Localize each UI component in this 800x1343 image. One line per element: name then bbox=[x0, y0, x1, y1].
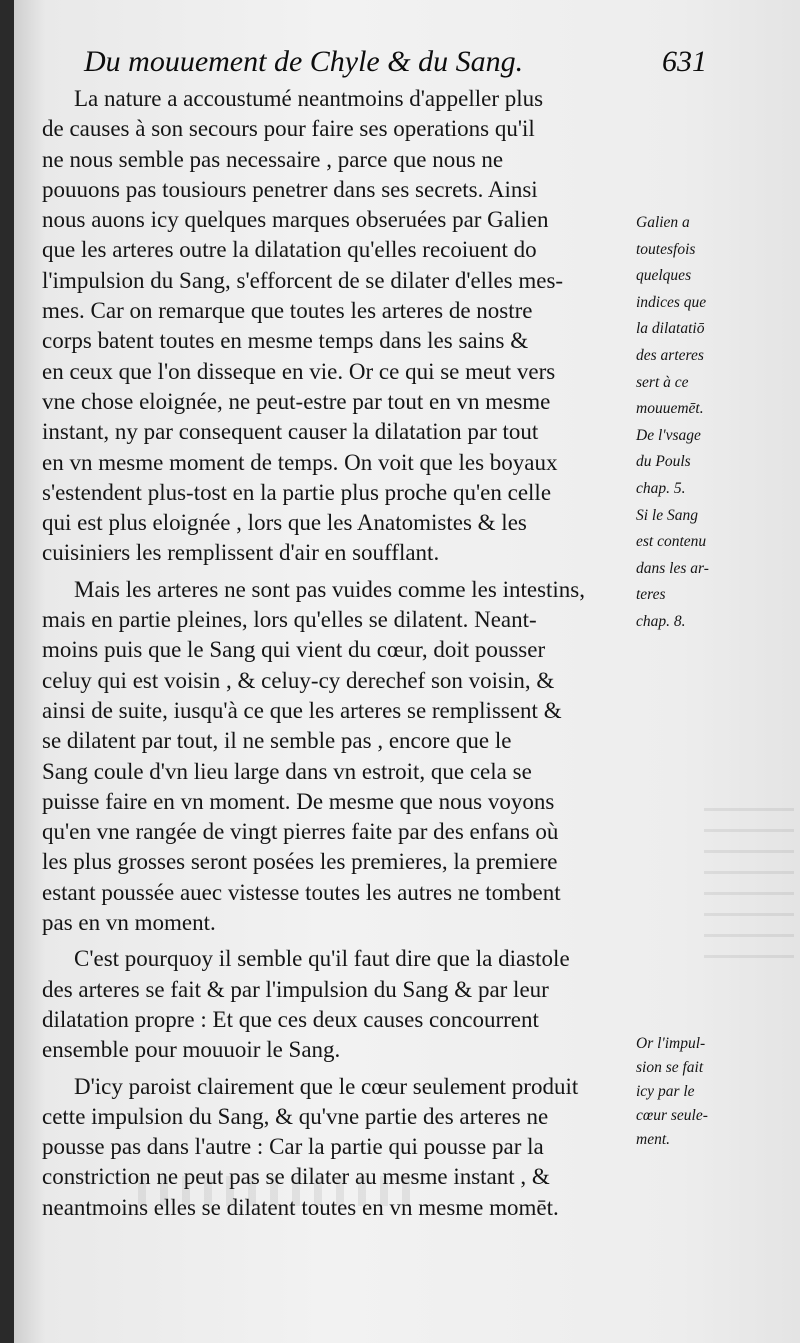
text-line: les plus grosses seront posées les premieres, la premiere bbox=[42, 849, 558, 875]
note-line: du Pouls bbox=[636, 453, 691, 471]
text-line: de causes à son secours pour faire ses operations qu'il bbox=[42, 116, 535, 142]
text-line: ne nous semble pas necessaire , parce que nous ne bbox=[42, 146, 504, 172]
note-line: sert à ce bbox=[636, 373, 689, 391]
text-line: que les arteres outre la dilatation qu'elles recoiuent do bbox=[42, 237, 537, 263]
show-through-marks bbox=[124, 1176, 424, 1206]
note-line: De l'vsage bbox=[636, 426, 701, 444]
text-line: corps batent toutes en mesme temps dans les sains & bbox=[42, 328, 529, 354]
text-line: moins puis que le Sang qui vient du cœur, doit pousser bbox=[42, 637, 546, 663]
text-line: en ceux que l'on disseque en vie. Or ce qui se meut vers bbox=[42, 358, 556, 384]
paragraph-1 bbox=[42, 84, 644, 569]
note-line: chap. 8. bbox=[636, 612, 686, 630]
book-page bbox=[14, 0, 800, 1343]
text-line: s'estendent plus-tost en la partie plus proche qu'en celle bbox=[42, 479, 552, 505]
text-line: des arteres se fait & par l'impulsion du Sang & par leur bbox=[42, 976, 549, 1002]
note-line: dans les ar- bbox=[636, 559, 709, 577]
note-line: Or l'impul- bbox=[636, 1035, 706, 1052]
note-line: teres bbox=[636, 586, 666, 604]
text-line: en vn mesme moment de temps. On voit que les boyaux bbox=[42, 449, 558, 475]
text-line: nous auons icy quelques marques obseruées par Galien bbox=[42, 207, 549, 233]
text-line: qu'en vne rangée de vingt pierres faite par des enfans où bbox=[42, 819, 559, 845]
note-line: toutesfois bbox=[636, 240, 696, 258]
text-line: dilatation propre : Et que ces deux causes concourrent bbox=[42, 1006, 539, 1032]
text-line: instant, ny par consequent causer la dilatation par tout bbox=[42, 419, 539, 445]
margin-note-galien bbox=[636, 210, 786, 636]
text-line: neantmoins elles se dilatent toutes en vn mesme momēt. bbox=[42, 1194, 559, 1220]
text-line: celuy qui est voisin , & celuy-cy derechef son voisin, & bbox=[42, 667, 555, 693]
note-line: icy par le bbox=[636, 1083, 695, 1100]
main-text bbox=[42, 84, 644, 1223]
text-line: cuisiniers les remplissent d'air en soufflant. bbox=[42, 540, 440, 566]
text-line: pouuons pas tousiours penetrer dans ses secrets. Ainsi bbox=[42, 176, 538, 202]
paragraph-2 bbox=[42, 575, 644, 939]
show-through-marks bbox=[704, 790, 794, 970]
text-line: mais en partie pleines, lors qu'elles se dilatent. Neant- bbox=[42, 607, 537, 633]
note-line: la dilatatiō bbox=[636, 320, 705, 338]
text-line: l'impulsion du Sang, s'efforcent de se dilater d'elles mes- bbox=[42, 267, 564, 293]
note-line: ment. bbox=[636, 1131, 671, 1148]
text-line: D'icy paroist clairement que le cœur seulement produit bbox=[74, 1073, 579, 1099]
text-line: puisse faire en vn moment. De mesme que nous voyons bbox=[42, 788, 555, 814]
note-line: des arteres bbox=[636, 346, 704, 364]
running-title: Du mouuement de Chyle & du Sang. bbox=[84, 45, 524, 78]
text-line: La nature a accoustumé neantmoins d'appeller plus bbox=[74, 86, 544, 111]
text-line: cette impulsion du Sang, & qu'vne partie des arteres ne bbox=[42, 1103, 549, 1129]
text-line: se dilatent par tout, il ne semble pas , encore que le bbox=[42, 728, 512, 754]
note-line: Galien a bbox=[636, 214, 690, 231]
note-line: sion se fait bbox=[636, 1059, 704, 1076]
text-line: ensemble pour mouuoir le Sang. bbox=[42, 1037, 341, 1063]
text-line: Mais les arteres ne sont pas vuides comme les intestins, bbox=[74, 576, 586, 602]
text-line: qui est plus eloignée , lors que les Anatomistes & les bbox=[42, 510, 527, 536]
note-line: est contenu bbox=[636, 533, 707, 551]
note-line: mouuemēt. bbox=[636, 400, 704, 418]
note-line: indices que bbox=[636, 293, 707, 311]
text-line: constriction ne peut pas se dilater au mesme instant , & bbox=[42, 1164, 550, 1190]
text-line: Sang coule d'vn lieu large dans vn estroit, que cela se bbox=[42, 758, 532, 784]
text-line: pas en vn moment. bbox=[42, 910, 216, 936]
text-line: vne chose eloignée, ne peut-estre par tout en vn mesme bbox=[42, 388, 551, 414]
page-number: 631 bbox=[662, 45, 707, 78]
note-line: cœur seule- bbox=[636, 1107, 708, 1124]
running-header bbox=[84, 40, 784, 84]
note-line: Si le Sang bbox=[636, 506, 698, 524]
note-line: quelques bbox=[636, 267, 692, 285]
text-line: pousse pas dans l'autre : Car la partie qui pousse par la bbox=[42, 1134, 544, 1160]
paragraph-3 bbox=[42, 944, 644, 1065]
note-line: chap. 5. bbox=[636, 479, 686, 497]
text-line: C'est pourquoy il semble qu'il faut dire que la diastole bbox=[74, 946, 570, 972]
text-line: estant poussée auec vistesse toutes les autres ne tombent bbox=[42, 879, 561, 905]
margin-note-impulsion bbox=[636, 1032, 786, 1152]
text-line: ainsi de suite, iusqu'à ce que les arteres se remplissent & bbox=[42, 697, 562, 723]
text-line: mes. Car on remarque que toutes les arteres de nostre bbox=[42, 298, 533, 324]
